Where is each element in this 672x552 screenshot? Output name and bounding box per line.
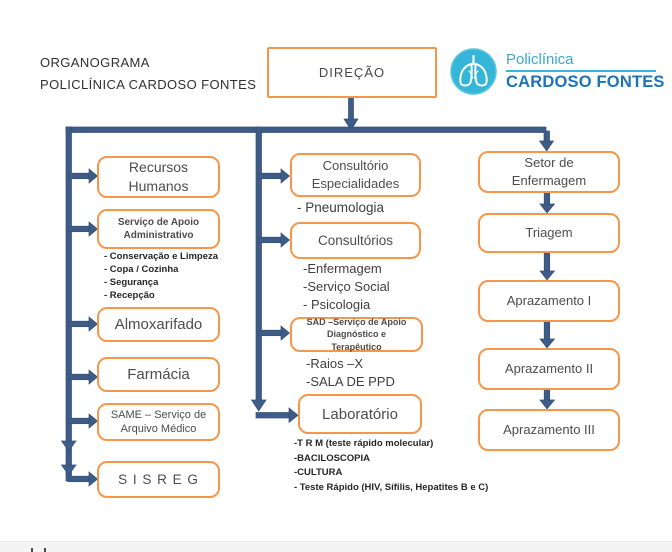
connector-branch-farmacia <box>68 370 98 384</box>
org-box-aprazamento-3: Aprazamento III <box>478 409 620 451</box>
org-box-aprazamento-2: Aprazamento II <box>478 348 620 390</box>
list-item: -SALA DE PPD <box>306 374 395 389</box>
list-item: -CULTURA <box>294 467 343 478</box>
connector-branch-laboratorio <box>256 408 298 423</box>
org-box-laboratorio: Laboratório <box>298 394 422 434</box>
connector-branch-consultorio-especialidades <box>258 169 290 183</box>
connector-aprazamento2-to-aprazamento3 <box>540 389 555 409</box>
list-item: -BACILOSCOPIA <box>294 452 370 464</box>
org-box-same: SAME – Serviço de Arquivo Médico <box>97 403 220 441</box>
connector-main-horizontal <box>66 127 546 133</box>
org-box-servico-apoio-administrativo: Serviço de Apoio Administrativo <box>97 209 220 249</box>
sad-list <box>306 355 395 391</box>
org-box-direcao: DIREÇÃO <box>267 47 437 98</box>
list-item: -Serviço Social <box>303 279 390 294</box>
list-item: -Enfermagem <box>303 261 382 276</box>
list-item: -T R M (teste rápido molecular) <box>294 438 434 449</box>
list-item: -Raios –X <box>306 356 364 371</box>
footer-bar <box>0 541 672 552</box>
org-box-sad: SAD –Serviço de Apoio Diagnóstico e Terapêutico <box>290 317 423 352</box>
connector-middle-trunk <box>252 127 267 411</box>
connector-branch-same <box>68 414 98 428</box>
lungs-icon <box>450 48 497 95</box>
connector-left-trunk <box>62 127 77 481</box>
clinic-logo <box>450 43 665 99</box>
consultorios-list <box>303 260 390 314</box>
connector-direcao-down-arrow <box>344 97 358 130</box>
connector-branch-almoxarifado <box>68 317 98 331</box>
logo-divider <box>506 70 656 72</box>
connector-setor-to-triagem <box>540 192 555 213</box>
page-title <box>40 52 256 96</box>
org-box-consultorios: Consultórios <box>290 222 421 259</box>
org-box-setor-enfermagem: Setor de Enfermagem <box>478 151 620 193</box>
page-title-line1: ORGANOGRAMA <box>40 55 150 70</box>
connector-branch-recursos-humanos <box>68 169 98 183</box>
pneumologia-label: - Pneumologia <box>297 200 385 215</box>
footer-text-fragment <box>44 548 46 552</box>
connector-branch-servico-apoio <box>68 222 98 236</box>
logo-name-bottom: CARDOSO FONTES <box>506 72 665 91</box>
org-box-almoxarifado: Almoxarifado <box>97 307 220 342</box>
list-item: - Recepção <box>104 290 155 301</box>
servico-apoio-list <box>104 250 218 302</box>
list-item: - Conservação e Limpeza <box>104 251 219 262</box>
org-box-farmacia: Farmácia <box>97 357 220 392</box>
org-box-recursos-humanos: Recursos Humanos <box>97 156 220 198</box>
logo-text <box>506 51 665 92</box>
org-box-triagem: Triagem <box>478 213 620 253</box>
list-item: - Segurança <box>104 277 159 288</box>
connector-right-elbow-arrow <box>540 131 554 151</box>
laboratorio-list <box>294 437 488 495</box>
org-box-sisreg: S I S R E G <box>97 461 220 498</box>
logo-name-top: Policlínica <box>506 50 574 68</box>
list-item: - Teste Rápido (HIV, Sífilis, Hepatites B e C) <box>294 481 489 493</box>
org-box-consultorio-especialidades: Consultório Especialidades <box>290 153 421 197</box>
connector-triagem-to-aprazamento1 <box>540 253 555 280</box>
connector-branch-sad <box>258 326 290 340</box>
connector-branch-consultorios <box>258 233 290 247</box>
connector-branch-sisreg <box>68 472 98 486</box>
page-title-line2: POLICLÍNICA CARDOSO FONTES <box>40 77 257 92</box>
connector-aprazamento1-to-aprazamento2 <box>540 322 555 348</box>
org-box-aprazamento-1: Aprazamento I <box>478 280 620 322</box>
footer-text-fragment <box>31 548 33 552</box>
list-item: - Psicologia <box>303 297 371 312</box>
list-item: - Copa / Cozinha <box>104 264 179 275</box>
